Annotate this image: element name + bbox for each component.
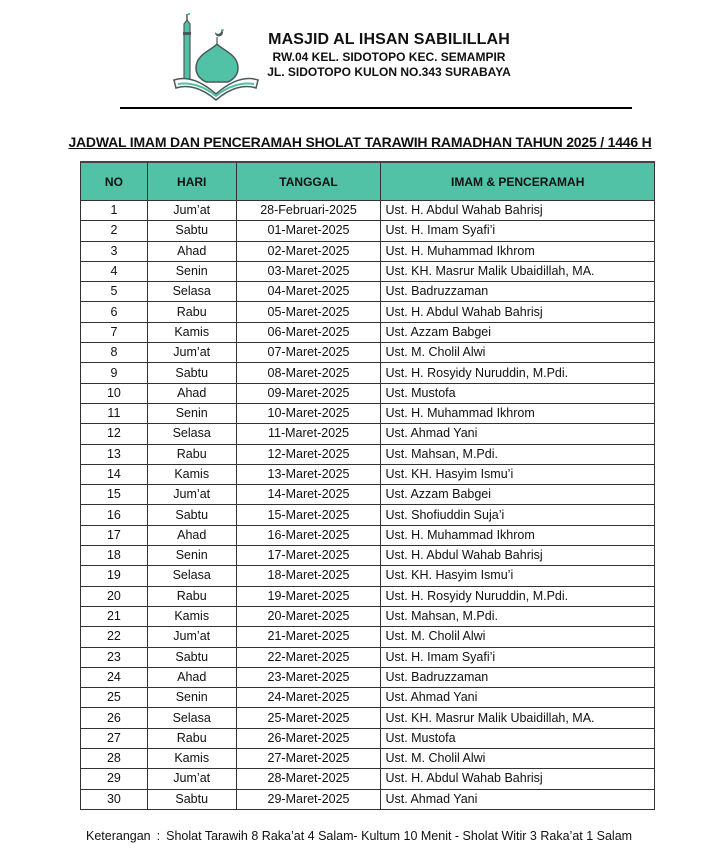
cell-no: 28 xyxy=(81,749,148,769)
cell-tanggal: 27-Maret-2025 xyxy=(236,749,381,769)
cell-tanggal: 10-Maret-2025 xyxy=(236,403,381,423)
cell-hari: Selasa xyxy=(147,424,236,444)
cell-imam: Ust. H. Abdul Wahab Bahrisj xyxy=(381,769,655,789)
footer-note xyxy=(86,829,632,843)
table-row xyxy=(81,769,655,789)
table-row xyxy=(81,546,655,566)
cell-tanggal: 29-Maret-2025 xyxy=(236,789,381,809)
table-row xyxy=(81,667,655,687)
cell-tanggal: 25-Maret-2025 xyxy=(236,708,381,728)
cell-no: 1 xyxy=(81,201,148,221)
cell-tanggal: 11-Maret-2025 xyxy=(236,424,381,444)
cell-no: 26 xyxy=(81,708,148,728)
cell-hari: Kamis xyxy=(147,464,236,484)
cell-imam: Ust. KH. Masrur Malik Ubaidillah, MA. xyxy=(381,708,655,728)
table-row xyxy=(81,505,655,525)
cell-no: 25 xyxy=(81,688,148,708)
cell-hari: Senin xyxy=(147,403,236,423)
cell-hari: Selasa xyxy=(147,566,236,586)
cell-imam: Ust. Ahmad Yani xyxy=(381,688,655,708)
column-header-no: NO xyxy=(81,162,148,201)
cell-hari: Sabtu xyxy=(147,221,236,241)
cell-imam: Ust. Badruzzaman xyxy=(381,282,655,302)
note-separator: : xyxy=(156,829,161,843)
cell-hari: Ahad xyxy=(147,525,236,545)
cell-no: 7 xyxy=(81,322,148,342)
cell-hari: Sabtu xyxy=(147,505,236,525)
cell-imam: Ust. Ahmad Yani xyxy=(381,789,655,809)
cell-tanggal: 28-Februari-2025 xyxy=(236,201,381,221)
cell-tanggal: 16-Maret-2025 xyxy=(236,525,381,545)
table-row xyxy=(81,708,655,728)
cell-tanggal: 07-Maret-2025 xyxy=(236,343,381,363)
table-row xyxy=(81,363,655,383)
cell-tanggal: 01-Maret-2025 xyxy=(236,221,381,241)
cell-no: 22 xyxy=(81,627,148,647)
cell-tanggal: 03-Maret-2025 xyxy=(236,261,381,281)
cell-hari: Rabu xyxy=(147,444,236,464)
cell-tanggal: 14-Maret-2025 xyxy=(236,485,381,505)
column-header-imam: IMAM & PENCERAMAH xyxy=(381,162,655,201)
table-row xyxy=(81,464,655,484)
column-header-hari: HARI xyxy=(147,162,236,201)
cell-imam: Ust. Azzam Babgei xyxy=(381,322,655,342)
cell-imam: Ust. Azzam Babgei xyxy=(381,485,655,505)
note-label: Keterangan xyxy=(86,829,151,843)
cell-tanggal: 21-Maret-2025 xyxy=(236,627,381,647)
cell-tanggal: 06-Maret-2025 xyxy=(236,322,381,342)
table-row xyxy=(81,201,655,221)
cell-tanggal: 13-Maret-2025 xyxy=(236,464,381,484)
cell-no: 15 xyxy=(81,485,148,505)
cell-no: 21 xyxy=(81,606,148,626)
cell-hari: Ahad xyxy=(147,667,236,687)
cell-hari: Jum’at xyxy=(147,343,236,363)
cell-tanggal: 26-Maret-2025 xyxy=(236,728,381,748)
cell-imam: Ust. H. Muhammad Ikhrom xyxy=(381,525,655,545)
cell-no: 23 xyxy=(81,647,148,667)
cell-imam: Ust. H. Rosyidy Nuruddin, M.Pdi. xyxy=(381,363,655,383)
table-row xyxy=(81,606,655,626)
cell-imam: Ust. H. Abdul Wahab Bahrisj xyxy=(381,201,655,221)
cell-hari: Rabu xyxy=(147,302,236,322)
table-row xyxy=(81,749,655,769)
cell-hari: Ahad xyxy=(147,241,236,261)
cell-imam: Ust. M. Cholil Alwi xyxy=(381,627,655,647)
cell-hari: Jum’at xyxy=(147,485,236,505)
cell-imam: Ust. M. Cholil Alwi xyxy=(381,343,655,363)
cell-no: 17 xyxy=(81,525,148,545)
letterhead xyxy=(262,30,516,80)
cell-tanggal: 17-Maret-2025 xyxy=(236,546,381,566)
table-row xyxy=(81,383,655,403)
cell-imam: Ust. KH. Hasyim Ismu’i xyxy=(381,464,655,484)
cell-imam: Ust. H. Abdul Wahab Bahrisj xyxy=(381,302,655,322)
cell-tanggal: 24-Maret-2025 xyxy=(236,688,381,708)
cell-no: 5 xyxy=(81,282,148,302)
cell-imam: Ust. H. Muhammad Ikhrom xyxy=(381,241,655,261)
table-row xyxy=(81,566,655,586)
cell-no: 12 xyxy=(81,424,148,444)
cell-tanggal: 08-Maret-2025 xyxy=(236,363,381,383)
cell-tanggal: 18-Maret-2025 xyxy=(236,566,381,586)
header-divider xyxy=(120,107,632,109)
cell-tanggal: 12-Maret-2025 xyxy=(236,444,381,464)
table-header-row xyxy=(81,162,655,201)
cell-hari: Kamis xyxy=(147,749,236,769)
table-row xyxy=(81,789,655,809)
cell-no: 13 xyxy=(81,444,148,464)
cell-imam: Ust. Mahsan, M.Pdi. xyxy=(381,606,655,626)
cell-no: 8 xyxy=(81,343,148,363)
cell-no: 2 xyxy=(81,221,148,241)
cell-no: 4 xyxy=(81,261,148,281)
table-row xyxy=(81,525,655,545)
cell-hari: Senin xyxy=(147,688,236,708)
cell-tanggal: 19-Maret-2025 xyxy=(236,586,381,606)
cell-imam: Ust. KH. Hasyim Ismu’i xyxy=(381,566,655,586)
cell-hari: Sabtu xyxy=(147,647,236,667)
cell-no: 24 xyxy=(81,667,148,687)
table-row xyxy=(81,647,655,667)
cell-hari: Jum’at xyxy=(147,769,236,789)
schedule-table xyxy=(80,161,655,810)
cell-tanggal: 22-Maret-2025 xyxy=(236,647,381,667)
table-row xyxy=(81,728,655,748)
table-body xyxy=(81,201,655,810)
table-row xyxy=(81,586,655,606)
cell-no: 14 xyxy=(81,464,148,484)
cell-imam: Ust. H. Abdul Wahab Bahrisj xyxy=(381,546,655,566)
cell-tanggal: 02-Maret-2025 xyxy=(236,241,381,261)
cell-imam: Ust. Ahmad Yani xyxy=(381,424,655,444)
cell-no: 30 xyxy=(81,789,148,809)
table-row xyxy=(81,485,655,505)
cell-no: 10 xyxy=(81,383,148,403)
cell-imam: Ust. M. Cholil Alwi xyxy=(381,749,655,769)
cell-hari: Ahad xyxy=(147,383,236,403)
cell-hari: Senin xyxy=(147,546,236,566)
cell-hari: Kamis xyxy=(147,322,236,342)
cell-no: 27 xyxy=(81,728,148,748)
cell-tanggal: 23-Maret-2025 xyxy=(236,667,381,687)
cell-no: 6 xyxy=(81,302,148,322)
table-row xyxy=(81,403,655,423)
cell-imam: Ust. KH. Masrur Malik Ubaidillah, MA. xyxy=(381,261,655,281)
mosque-logo-icon xyxy=(172,10,260,102)
cell-no: 20 xyxy=(81,586,148,606)
cell-no: 3 xyxy=(81,241,148,261)
cell-imam: Ust. Mustofa xyxy=(381,728,655,748)
cell-hari: Sabtu xyxy=(147,363,236,383)
table-row xyxy=(81,302,655,322)
address-line-1: RW.04 KEL. SIDOTOPO KEC. SEMAMPIR xyxy=(272,50,506,64)
address-line-2: JL. SIDOTOPO KULON NO.343 SURABAYA xyxy=(267,65,511,79)
cell-imam: Ust. H. Rosyidy Nuruddin, M.Pdi. xyxy=(381,586,655,606)
cell-hari: Selasa xyxy=(147,282,236,302)
cell-hari: Selasa xyxy=(147,708,236,728)
cell-imam: Ust. Mustofa xyxy=(381,383,655,403)
table-row xyxy=(81,627,655,647)
table-row xyxy=(81,444,655,464)
table-row xyxy=(81,241,655,261)
cell-tanggal: 09-Maret-2025 xyxy=(236,383,381,403)
cell-no: 16 xyxy=(81,505,148,525)
cell-no: 9 xyxy=(81,363,148,383)
cell-no: 29 xyxy=(81,769,148,789)
cell-imam: Ust. H. Imam Syafi’i xyxy=(381,647,655,667)
cell-hari: Senin xyxy=(147,261,236,281)
cell-imam: Ust. H. Muhammad Ikhrom xyxy=(381,403,655,423)
cell-no: 18 xyxy=(81,546,148,566)
note-text: Sholat Tarawih 8 Raka’at 4 Salam- Kultum 10 Menit - Sholat Witir 3 Raka’at 1 Salam xyxy=(166,829,633,843)
cell-imam: Ust. Badruzzaman xyxy=(381,667,655,687)
cell-imam: Ust. Shofiuddin Suja’i xyxy=(381,505,655,525)
cell-tanggal: 28-Maret-2025 xyxy=(236,769,381,789)
cell-hari: Sabtu xyxy=(147,789,236,809)
cell-imam: Ust. Mahsan, M.Pdi. xyxy=(381,444,655,464)
cell-hari: Kamis xyxy=(147,606,236,626)
table-row xyxy=(81,261,655,281)
mosque-name: MASJID AL IHSAN SABILILLAH xyxy=(268,31,510,48)
cell-hari: Jum’at xyxy=(147,627,236,647)
document-title: JADWAL IMAM DAN PENCERAMAH SHOLAT TARAWIH RAMADHAN TAHUN 2025 / 1446 H xyxy=(68,134,652,150)
cell-tanggal: 05-Maret-2025 xyxy=(236,302,381,322)
cell-hari: Rabu xyxy=(147,586,236,606)
cell-tanggal: 20-Maret-2025 xyxy=(236,606,381,626)
cell-tanggal: 04-Maret-2025 xyxy=(236,282,381,302)
cell-hari: Jum’at xyxy=(147,201,236,221)
table-row xyxy=(81,221,655,241)
cell-no: 11 xyxy=(81,403,148,423)
column-header-tanggal: TANGGAL xyxy=(236,162,381,201)
table-row xyxy=(81,322,655,342)
cell-no: 19 xyxy=(81,566,148,586)
cell-imam: Ust. H. Imam Syafi’i xyxy=(381,221,655,241)
table-row xyxy=(81,688,655,708)
table-row xyxy=(81,424,655,444)
table-row xyxy=(81,282,655,302)
cell-hari: Rabu xyxy=(147,728,236,748)
table-row xyxy=(81,343,655,363)
cell-tanggal: 15-Maret-2025 xyxy=(236,505,381,525)
